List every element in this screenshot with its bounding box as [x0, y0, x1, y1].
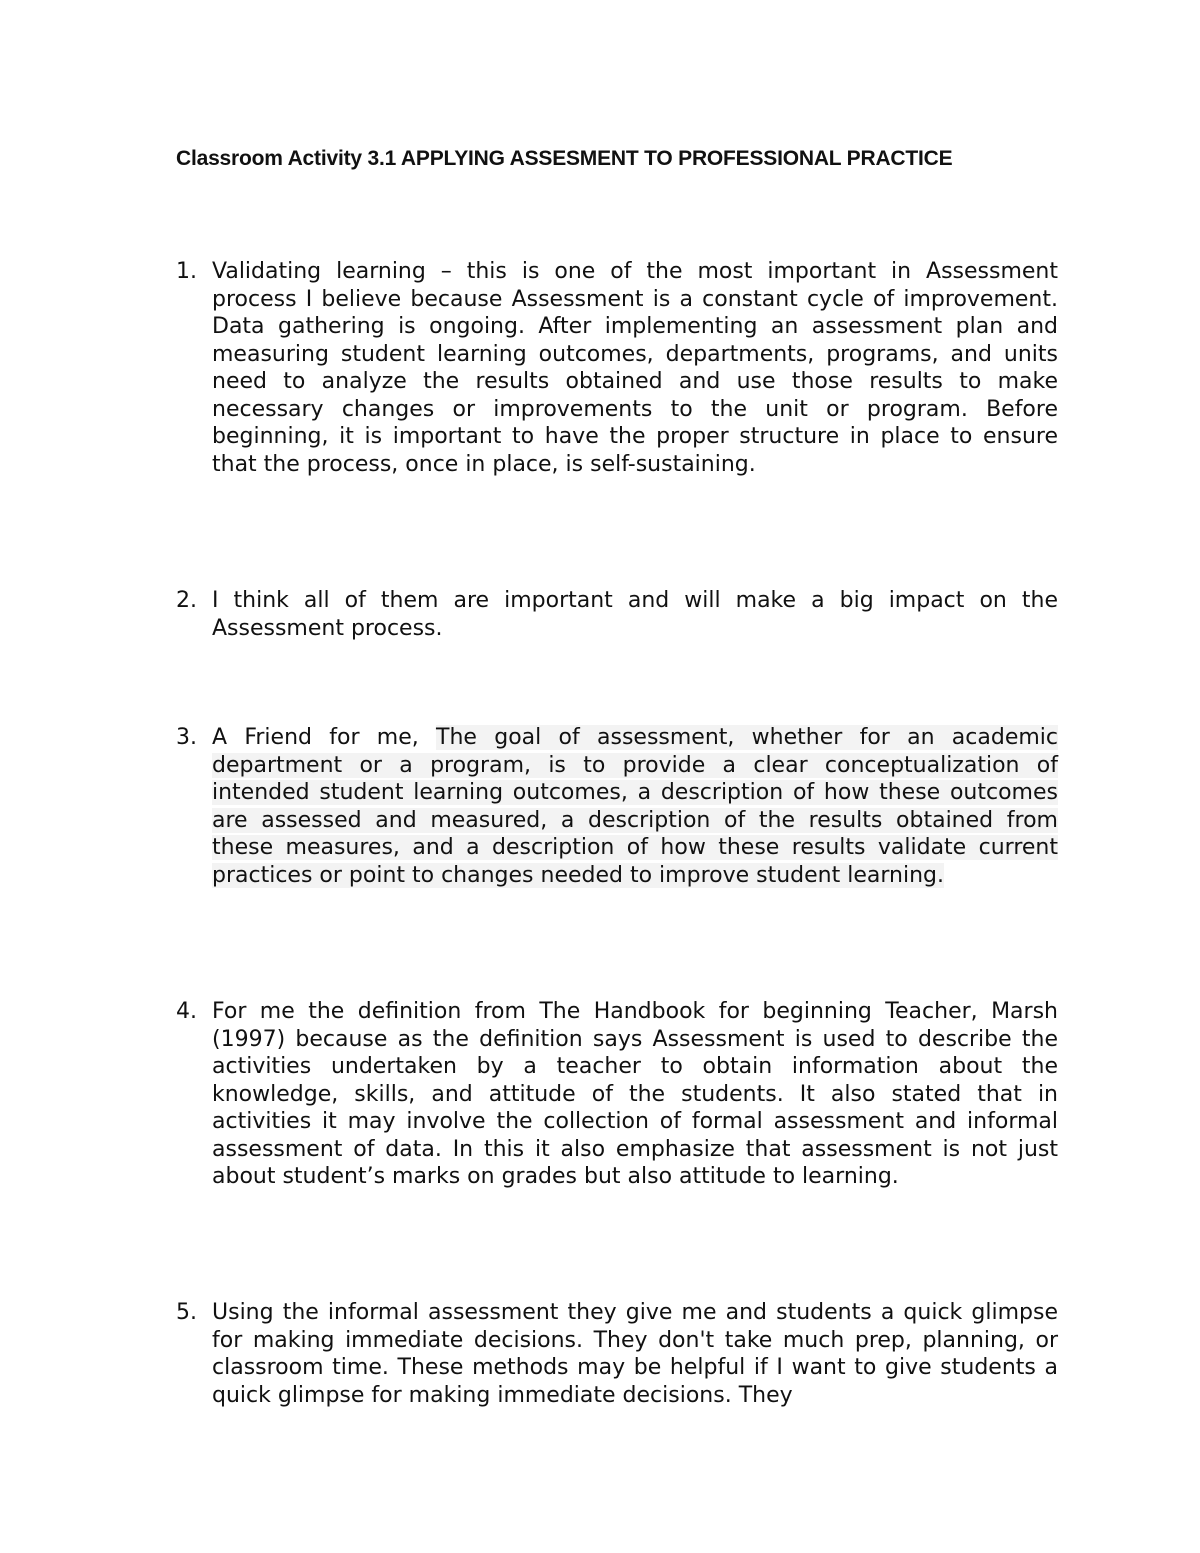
list-item-text: Using the informal assessment they give me and students a quick glimpse for making immediate decisions. They don't take much prep, planning, or classroom time. These methods may be helpful if I want to give students a quick glimpse for making immediate decisions. They: [212, 1300, 1058, 1408]
list-item-text: [212, 724, 1058, 889]
list-item-number: 5.: [176, 1300, 197, 1325]
list-item-text: For me the definition from The Handbook for beginning Teacher, Marsh (1997) because as the definition says Assessment is used to describe the activities undertaken by a teacher to obtain information about the knowledge, skills, and attitude of the students. It also stated that in activities it may involve the collection of formal assessment and informal assessment of data. In this it also emphasize that assessment is not just about student’s marks on grades but also attitude to learning.: [212, 999, 1058, 1189]
list-item-number: 1.: [176, 259, 197, 284]
list-item-number: 3.: [176, 725, 197, 750]
document-title: Classroom Activity 3.1 APPLYING ASSESMENT TO PROFESSIONAL PRACTICE: [176, 147, 953, 170]
list-item-text: I think all of them are important and will make a big impact on the Assessment process.: [212, 588, 1058, 641]
list-item-text-lead: A Friend for me,: [212, 725, 437, 750]
list-item-number: 2.: [176, 588, 197, 613]
list-item-number: 4.: [176, 999, 197, 1024]
highlighted-text: The goal of assessment, whether for an academic department or a program, is to provide a clear conceptualization of intended student learning outcomes, a description of how these outcomes are assessed and measured, a description of the results obtained from these measures, and a description of how these results validate current practices or point to changes needed to improve student learning.: [212, 725, 1058, 888]
list-item-text: Validating learning – this is one of the most important in Assessment process I believe because Assessment is a constant cycle of improvement. Data gathering is ongoing. After implementing an assessment plan and measuring student learning outcomes, departments, programs, and units need to analyze the results obtained and use those results to make necessary changes or improvements to the unit or program. Before beginning, it is important to have the proper structure in place to ensure that the process, once in place, is self-sustaining.: [212, 259, 1058, 477]
